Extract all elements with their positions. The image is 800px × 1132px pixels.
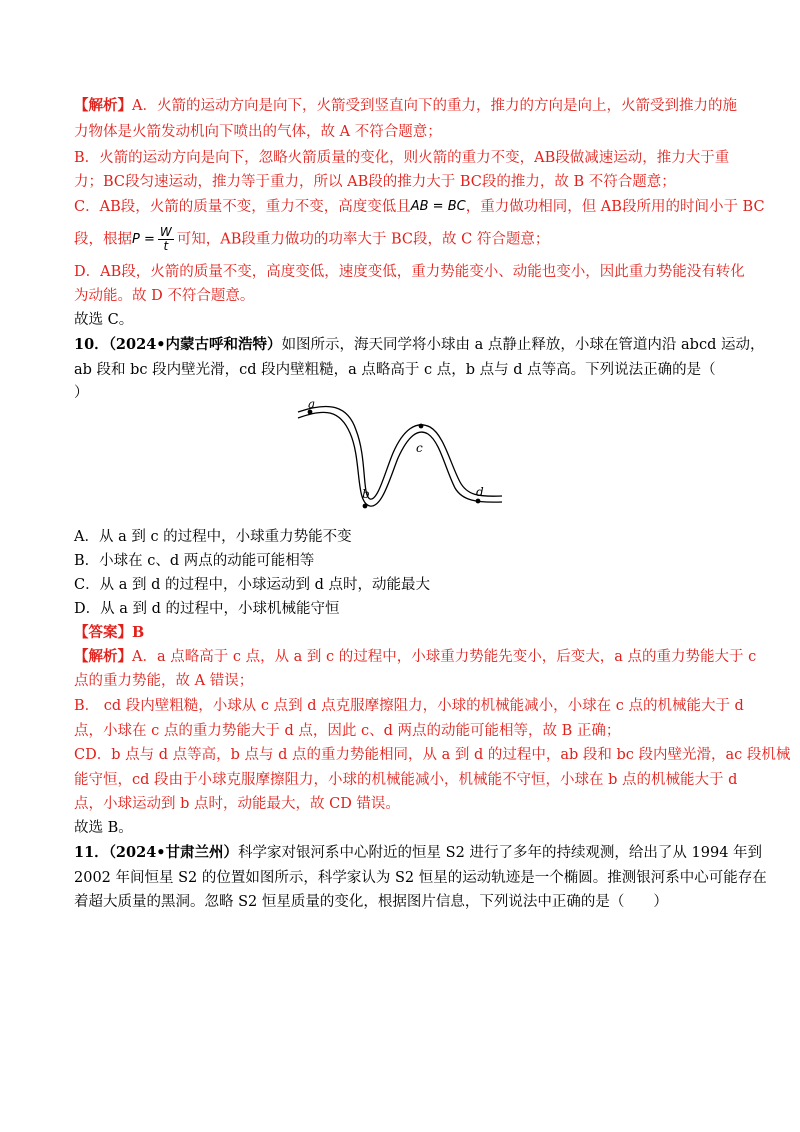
analysis9-line-8: 为动能。故 D 不符合题意。 [74,288,255,304]
analysis9-line-4: 力；BC段匀速运动，推力等于重力，所以 AB段的推力大于 BC段的推力，故 B 不符合题意； [74,174,676,190]
q10-line-3: ） [74,385,89,401]
label-a: a [308,398,316,411]
label-c: c [416,441,423,455]
ab-equals-bc-formula: AB = BC [410,199,466,214]
q11-source: （2024•甘肃兰州） [108,844,239,861]
q10-line-1 [74,335,764,355]
point-c-dot [419,424,424,429]
analysis9-line-6 [74,226,549,253]
q10-option-d: D．从 a 到 d 的过程中，小球机械能守恒 [74,601,340,617]
q11-line-2: 2002 年间恒星 S2 的位置如图所示，科学家认为 S2 恒星的运动轨迹是一个椭圆。推测银河系中心可能存在 [74,870,767,886]
fraction-denominator: t [163,239,169,253]
q10-analysis-line-1 [74,647,756,667]
analysis9-choice: 故选 C。 [74,312,134,328]
q11-line-1 [74,843,762,863]
q10-analysis-line-6: 能守恒，cd 段由于小球克服摩擦阻力，小球的机械能减小，机械能不守恒，小球在 b 点的机械能大于 d [74,772,738,788]
q10-answer: 【答案】B [74,624,145,641]
q10-analysis-tag: 【解析】 [74,648,132,665]
q10-analysis-line-3: B． cd 段内壁粗糙，小球从 c 点到 d 点克服摩擦阻力，小球的机械能减小，小球在 c 点的机械能大于 d [74,698,744,714]
q10-source: （2024•内蒙古呼和浩特） [108,336,282,353]
q11-line-3: 着超大质量的黑洞。忽略 S2 恒星质量的变化，根据图片信息，下列说法中正确的是（ ） [74,894,668,910]
analysis9-line-2: 力物体是火箭发动机向下喷出的气体，故 A 不符合题意； [74,124,442,140]
analysis9-tag: 【解析】 [74,97,132,114]
q10-analysis-line-5: CD．b 点与 d 点等高，b 点与 d 点的重力势能相同，从 a 到 d 的过程中，ab 段和 bc 段内壁光滑，ac 段机械 [74,747,791,763]
q10-analysis-text-1: A．a 点略高于 c 点，从 a 到 c 的过程中，小球重力势能先变小，后变大，a 点的重力势能大于 c [132,649,757,665]
analysis9-line-1 [74,96,737,116]
q11-text-1: 科学家对银河系中心附近的恒星 S2 进行了多年的持续观测，给出了从 1994 年到 [238,845,763,861]
analysis9-text-1: A．火箭的运动方向是向下，火箭受到竖直向下的重力，推力的方向是向上，火箭受到推力的施 [132,98,737,114]
q10-option-b: B．小球在 c、d 两点的动能可能相等 [74,553,315,569]
analysis9-text-5b: ，重力做功相同，但 AB段所用的时间小于 BC [465,199,765,215]
analysis9-text-6b: 可知，AB段重力做功的功率大于 BC段，故 C 符合题意； [176,231,550,248]
power-fraction [158,226,174,253]
q10-analysis-line-2: 点的重力势能，故 A 错误； [74,673,254,689]
q10-number: 10． [74,336,109,353]
power-formula-lhs: P = [132,231,155,247]
tube-figure [290,398,510,518]
analysis9-line-5 [74,197,765,217]
q11-number: 11． [74,844,109,861]
label-d: d [476,485,484,499]
fraction-numerator: W [159,225,172,239]
analysis9-line-3: B．火箭的运动方向是向下，忽略火箭质量的变化，则火箭的重力不变，AB段做减速运动，推力大于重 [74,150,730,166]
q10-choice: 故选 B。 [74,820,133,836]
point-d-dot [476,499,481,504]
analysis9-text-6a: 段，根据 [74,231,132,248]
tube-outer-wall [298,412,502,506]
q10-option-c: C．从 a 到 d 的过程中，小球运动到 d 点时，动能最大 [74,577,430,593]
q10-analysis-line-4: 点，小球在 c 点的重力势能大于 d 点，因此 c、d 两点的动能可能相等，故 B 正确； [74,723,621,739]
label-b: b [362,487,370,501]
analysis9-line-7: D．AB段，火箭的质量不变，高度变低，速度变低，重力势能变小、动能也变小，因此重力势能没有转化 [74,264,745,280]
q10-line-2: ab 段和 bc 段内壁光滑，cd 段内壁粗糙，a 点略高于 c 点，b 点与 d 点等高。下列说法正确的是（ [74,362,716,378]
q10-analysis-line-7: 点，小球运动到 b 点时，动能最大，故 CD 错误。 [74,796,400,812]
q10-text-1: 如图所示，海天同学将小球由 a 点静止释放，小球在管道内沿 abcd 运动， [281,337,765,353]
q10-option-a: A．从 a 到 c 的过程中，小球重力势能不变 [74,529,352,545]
analysis9-text-5a: C．AB段，火箭的质量不变，重力不变，高度变低且 [74,199,411,215]
point-b-dot [363,504,368,509]
